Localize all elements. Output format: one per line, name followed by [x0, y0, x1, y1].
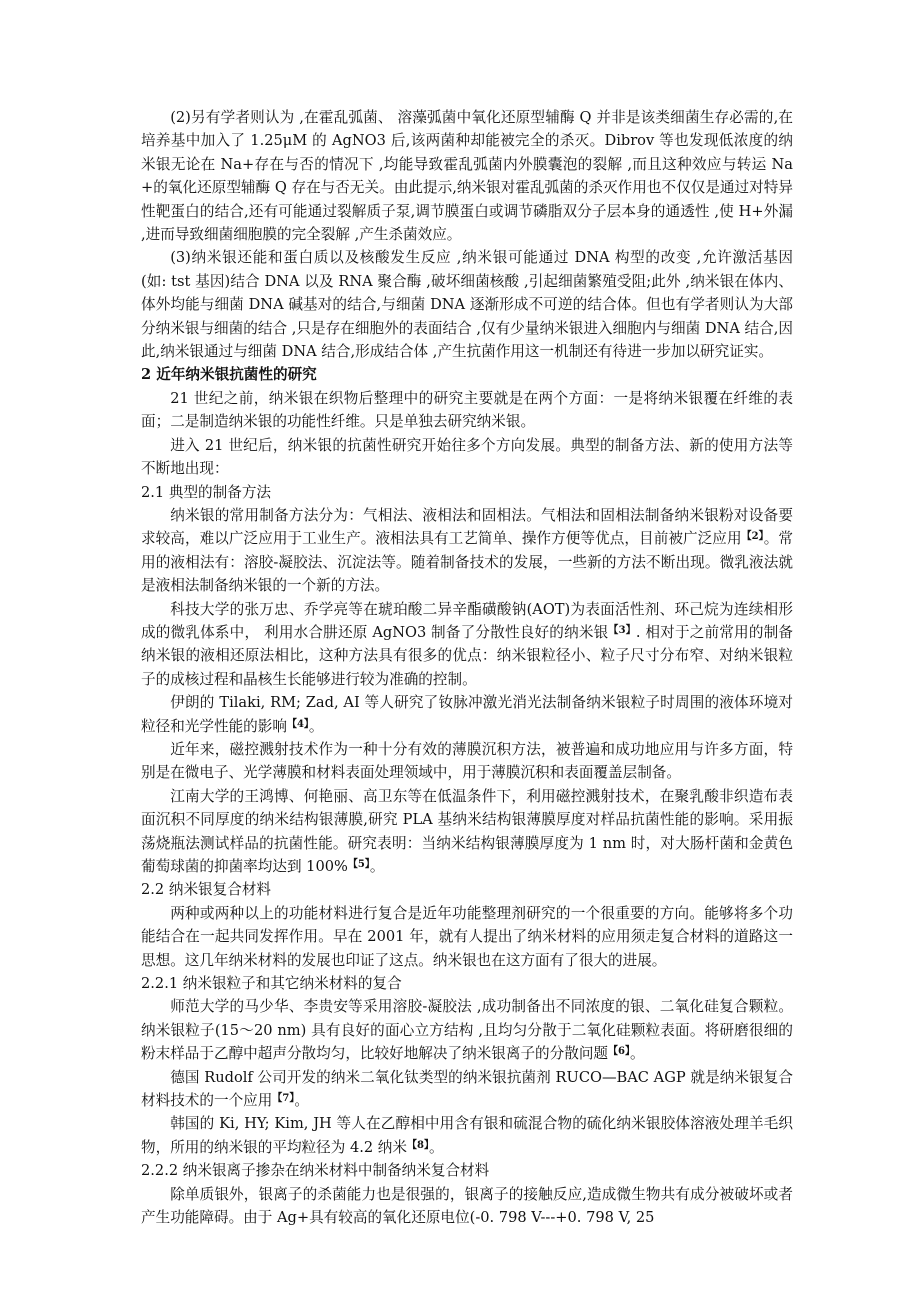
para-prep-methods-text: 纳米银的常用制备方法分为：气相法、液相法和固相法。气相法和固相法制备纳米银粉对设备要求较高，难以广泛应用于工业生产。液相法具有工艺简单、操作方便等优点，目前被广泛应用 — [141, 506, 793, 548]
para-rudolf-text: 德国 Rudolf 公司开发的纳米二氧化钛类型的纳米银抗菌剂 RUCO—BAC AGP 就是纳米银复合材料技术的一个应用 — [141, 1068, 793, 1110]
heading-2-1-text: 2.1 典型的制备方法 — [141, 483, 272, 501]
para-composite-text: 两种或两种以上的功能材料进行复合是近年功能整理剂研究的一个很重要的方向。能够将多个功能结合在一起共同发挥作用。早在 2001 年，就有人提出了纳米材料的应用须走复合材料的道路这一思想。这几年纳米材料的发展也印证了这点。纳米银也在这方面有了很大的进展。 — [141, 904, 793, 969]
para-composite — [141, 902, 793, 972]
para-microemulsion-text: 科技大学的张万忠、乔学亮等在琥珀酸二异辛酯磺酸钠(AOT)为表面活性剂、环己烷为连续相形成的微乳体系中， 利用水合肼还原 AgNO3 制备了分散性良好的纳米银 — [141, 600, 793, 641]
heading-2-2-1 — [141, 972, 793, 995]
para-mechanism-2-text: (2)另有学者则认为 ,在霍乱弧菌、 溶藻弧菌中氧化还原型辅酶 Q 并非是该类细菌生存必需的,在培养基中加入了 1.25μM 的 AgNO3 后,该两菌种却能被完全的杀灭。Dibrov 等也发现低浓度的纳米银无论在 Na+存在与否的情况下 ,均能导致霍乱弧菌内外膜囊泡的裂解 ,而且这种效应与转运 Na+的氧化还原型辅酶 Q 存在与否无关。由此提示,纳米银对霍乱弧菌的杀灭作用也不仅仅是通过对特异性靶蛋白的结合,还有可能通过裂解质子泵,调节膜蛋白或调节磷脂双分子层本身的通透性 ,使 H+外漏 ,进而导致细菌细胞膜的完全裂解 ,产生杀菌效应。 — [141, 109, 793, 244]
para-microemulsion-text-cont: . 相对于之前常用的制备纳米银的液相还原法相比，这种方法具有很多的优点：纳米银粒径小、粒子尺寸分布窄、对纳米银粒子的成核过程和晶核生长能够进行较为准确的控制。 — [141, 623, 793, 688]
para-prep-methods — [141, 504, 793, 598]
para-sputtering — [141, 738, 793, 785]
para-korea — [141, 1112, 793, 1159]
para-ion-doping-text: 除单质银外，银离子的杀菌能力也是很强的，银离子的接触反应,造成微生物共有成分被破坏或者产生功能障碍。由于 Ag+具有较高的氧化还原电位(-0. 798 V---+0. 798 V, 25 — [141, 1185, 793, 1227]
para-laser-text-cont: 。 — [308, 717, 324, 735]
para-21st-before-text: 21 世纪之前，纳米银在织物后整理中的研究主要就是在两个方面：一是将纳米银覆在纤维的表面；二是制造纳米银的功能性纤维。只是单独去研究纳米银。 — [141, 389, 793, 431]
para-microemulsion — [141, 598, 793, 692]
heading-2-2-text: 2.2 纳米银复合材料 — [141, 881, 272, 899]
heading-2-2 — [141, 878, 793, 901]
para-laser — [141, 691, 793, 738]
para-laser-text: 伊朗的 Tilaki, RM; Zad, AI 等人研究了钕脉冲激光消光法制备纳米银粒子时周围的液体环境对粒径和光学性能的影响 — [141, 694, 793, 735]
citation-ref: 【8】 — [407, 1139, 429, 1151]
para-ion-doping — [141, 1183, 793, 1230]
para-jiangnan-text: 江南大学的王鸿博、何艳丽、高卫东等在低温条件下，利用磁控溅射技术，在聚乳酸非织造布表面沉积不同厚度的纳米结构银薄膜,研究 PLA 基纳米结构银薄膜厚度对样品抗菌性能的影响。采用振荡烧瓶法测试样品的抗菌性能。研究表明：当纳米结构银薄膜厚度为 1 nm 时，对大肠杆菌和金黄色葡萄球菌的抑菌率均达到 100% — [141, 787, 793, 875]
citation-ref: 【6】 — [608, 1046, 630, 1058]
para-jiangnan — [141, 785, 793, 879]
heading-2-2-1-text: 2.2.1 纳米银粒子和其它纳米材料的复合 — [141, 975, 402, 993]
document-page — [141, 106, 793, 1230]
heading-2-1 — [141, 481, 793, 504]
citation-ref: 【2】 — [741, 531, 764, 543]
para-mechanism-3 — [141, 246, 793, 363]
citation-ref: 【5】 — [347, 859, 370, 870]
citation-ref: 【4】 — [286, 718, 309, 730]
para-rudolf-text-cont: 。 — [294, 1092, 309, 1110]
para-21st-after-text: 进入 21 世纪后，纳米银的抗菌性研究开始往多个方向发展。典型的制备方法、新的使用方法等不断地出现： — [141, 436, 793, 478]
para-sol-gel — [141, 995, 793, 1065]
para-mechanism-3-text: (3)纳米银还能和蛋白质以及核酸发生反应 ,纳米银可能通过 DNA 构型的改变 ,允许激活基因 (如: tst 基因)结合 DNA 以及 RNA 聚合酶 ,破坏细菌核酸 ,引起细菌繁殖受阻;此外 ,纳米银在体内、 体外均能与细菌 DNA 碱基对的结合,与细菌 DNA 逐渐形成不可逆的结合体。但也有学者则认为大部分纳米银与细菌的结合 ,只是存在细胞外的表面结合 ,仅有少量纳米银进入细胞内与细菌 DNA 结合,因此,纳米银通过与细菌 DNA 结合,形成结合体 ,产生抗菌作用这一机制还有待进一步加以研究证实。 — [141, 249, 793, 361]
citation-ref: 【3】 — [608, 624, 636, 636]
para-prep-methods-text-cont: 。常用的液相法有：溶胶-凝胶法、沉淀法等。随着制备技术的发展，一些新的方法不断出现。微乳液法就是液相法制备纳米银的一个新的方法。 — [141, 530, 793, 595]
para-sol-gel-text-cont: 。 — [629, 1045, 645, 1063]
heading-section-2 — [141, 363, 793, 386]
para-rudolf — [141, 1066, 793, 1113]
citation-ref: 【7】 — [272, 1093, 295, 1105]
para-sputtering-text: 近年来，磁控溅射技术作为一种十分有效的薄膜沉积方法，被普遍和成功地应用与许多方面，特别是在微电子、光学薄膜和材料表面处理领域中，用于薄膜沉积和表面覆盖层制备。 — [141, 740, 793, 782]
para-sol-gel-text: 师范大学的马少华、李贵安等采用溶胶-凝胶法 ,成功制备出不同浓度的银、二氧化硅复合颗粒。纳米银粒子(15～20 nm) 具有良好的面心立方结构 ,且均匀分散于二氧化硅颗粒表面。将研磨很细的粉末样品于乙醇中超声分散均匀，比较好地解决了纳米银离子的分散问题 — [141, 998, 793, 1063]
para-korea-text-cont: 。 — [428, 1138, 444, 1156]
para-21st-after — [141, 434, 793, 481]
para-jiangnan-text-cont: 。 — [369, 858, 385, 875]
para-21st-before — [141, 387, 793, 434]
heading-2-2-2-text: 2.2.2 纳米银离子掺杂在纳米材料中制备纳米复合材料 — [141, 1162, 490, 1180]
para-korea-text: 韩国的 Ki, HY; Kim, JH 等人在乙醇相中用含有银和硫混合物的硫化纳米银胶体溶液处理羊毛织物，所用的纳米银的平均粒径为 4.2 纳米 — [141, 1115, 793, 1156]
heading-section-2-text: 2 近年纳米银抗菌性的研究 — [141, 366, 317, 384]
para-mechanism-2 — [141, 106, 793, 246]
heading-2-2-2 — [141, 1159, 793, 1182]
